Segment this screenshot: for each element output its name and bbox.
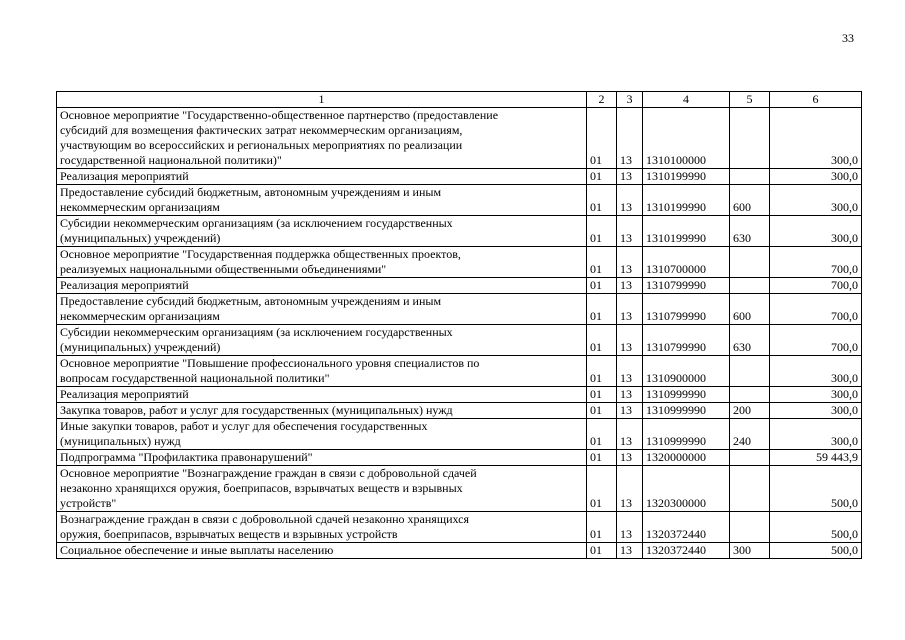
subsection-code-cell: 13 (617, 247, 643, 278)
item-name-line: Вознаграждение граждан в связи с добровольной сдачей незаконно хранящихся (60, 512, 469, 526)
expense-type-code-cell (730, 387, 770, 403)
item-name-line: Предоставление субсидий бюджетным, автономным учреждениям и иным (60, 185, 442, 199)
section-code-cell: 01 (587, 185, 617, 216)
item-name-line: оружия, боеприпасов, взрывчатых веществ и взрывных устройств (60, 527, 398, 541)
item-name-line: Реализация мероприятий (60, 278, 189, 292)
amount-cell: 300,0 (770, 185, 862, 216)
table-row (57, 356, 862, 387)
item-name-line: субсидий для возмещения фактических затрат некоммерческим организациям, (60, 123, 463, 137)
section-code-cell: 01 (587, 356, 617, 387)
item-name-line: незаконно хранящихся оружия, боеприпасов, взрывчатых веществ и взрывных (60, 481, 463, 495)
amount-cell: 700,0 (770, 325, 862, 356)
target-article-code-cell: 1310100000 (643, 108, 730, 169)
subsection-code-cell: 13 (617, 512, 643, 543)
subsection-code-cell: 13 (617, 356, 643, 387)
section-code-cell: 01 (587, 247, 617, 278)
target-article-code-cell: 1310999990 (643, 403, 730, 419)
target-article-code-cell: 1320372440 (643, 543, 730, 559)
expense-type-code-cell: 600 (730, 294, 770, 325)
table-header-row (57, 92, 862, 108)
target-article-code-cell: 1310900000 (643, 356, 730, 387)
expense-type-code-cell (730, 108, 770, 169)
subsection-code-cell: 13 (617, 325, 643, 356)
item-name-line: (муниципальных) нужд (60, 434, 181, 448)
section-code-cell: 01 (587, 419, 617, 450)
header-cell-section: 2 (587, 92, 617, 108)
item-name-cell (57, 185, 587, 216)
target-article-code-cell: 1310700000 (643, 247, 730, 278)
expense-type-code-cell (730, 278, 770, 294)
item-name-line: Основное мероприятие "Государственная поддержка общественных проектов, (60, 247, 461, 261)
header-cell-name: 1 (57, 92, 587, 108)
item-name-cell (57, 216, 587, 247)
table-row (57, 450, 862, 466)
item-name-cell (57, 450, 587, 466)
item-name-cell (57, 466, 587, 512)
table-row (57, 108, 862, 169)
subsection-code-cell: 13 (617, 294, 643, 325)
amount-cell: 700,0 (770, 294, 862, 325)
expense-type-code-cell (730, 450, 770, 466)
table-row (57, 247, 862, 278)
target-article-code-cell: 1310799990 (643, 325, 730, 356)
item-name-cell (57, 325, 587, 356)
table-row (57, 278, 862, 294)
expense-type-code-cell (730, 356, 770, 387)
amount-cell: 300,0 (770, 387, 862, 403)
item-name-cell (57, 512, 587, 543)
item-name-line: вопросам государственной национальной политики" (60, 371, 330, 385)
item-name-line: Реализация мероприятий (60, 169, 189, 183)
item-name-line: Основное мероприятие "Повышение профессионального уровня специалистов по (60, 356, 480, 370)
item-name-line: Иные закупки товаров, работ и услуг для обеспечения государственных (60, 419, 428, 433)
item-name-cell (57, 169, 587, 185)
subsection-code-cell: 13 (617, 543, 643, 559)
target-article-code-cell: 1310999990 (643, 387, 730, 403)
subsection-code-cell: 13 (617, 169, 643, 185)
section-code-cell: 01 (587, 543, 617, 559)
subsection-code-cell: 13 (617, 278, 643, 294)
item-name-cell (57, 356, 587, 387)
expense-type-code-cell (730, 512, 770, 543)
budget-table (56, 91, 862, 559)
target-article-code-cell: 1310199990 (643, 185, 730, 216)
section-code-cell: 01 (587, 387, 617, 403)
section-code-cell: 01 (587, 294, 617, 325)
item-name-line: Основное мероприятие "Государственно-общественное партнерство (предоставление (60, 108, 499, 122)
section-code-cell: 01 (587, 466, 617, 512)
subsection-code-cell: 13 (617, 403, 643, 419)
expense-type-code-cell (730, 169, 770, 185)
expense-type-code-cell: 600 (730, 185, 770, 216)
amount-cell: 700,0 (770, 278, 862, 294)
amount-cell: 300,0 (770, 169, 862, 185)
target-article-code-cell: 1320000000 (643, 450, 730, 466)
subsection-code-cell: 13 (617, 108, 643, 169)
table-row (57, 512, 862, 543)
table-row (57, 403, 862, 419)
expense-type-code-cell (730, 466, 770, 512)
section-code-cell: 01 (587, 450, 617, 466)
item-name-line: Субсидии некоммерческим организациям (за исключением государственных (60, 216, 453, 230)
amount-cell: 300,0 (770, 419, 862, 450)
subsection-code-cell: 13 (617, 450, 643, 466)
item-name-line: устройств" (60, 496, 117, 510)
target-article-code-cell: 1310999990 (643, 419, 730, 450)
item-name-line: некоммерческим организациям (60, 200, 220, 214)
item-name-line: Подпрограмма "Профилактика правонарушений" (60, 450, 313, 464)
table-row (57, 325, 862, 356)
section-code-cell: 01 (587, 403, 617, 419)
section-code-cell: 01 (587, 169, 617, 185)
amount-cell: 300,0 (770, 108, 862, 169)
item-name-line: Закупка товаров, работ и услуг для государственных (муниципальных) нужд (60, 403, 453, 417)
expense-type-code-cell: 630 (730, 325, 770, 356)
section-code-cell: 01 (587, 216, 617, 247)
header-cell-csr: 4 (643, 92, 730, 108)
expense-type-code-cell: 240 (730, 419, 770, 450)
expense-type-code-cell (730, 247, 770, 278)
item-name-line: (муниципальных) учреждений) (60, 340, 221, 354)
item-name-cell (57, 543, 587, 559)
item-name-line: Предоставление субсидий бюджетным, автономным учреждениям и иным (60, 294, 442, 308)
target-article-code-cell: 1310199990 (643, 169, 730, 185)
table-row (57, 169, 862, 185)
section-code-cell: 01 (587, 108, 617, 169)
amount-cell: 300,0 (770, 356, 862, 387)
target-article-code-cell: 1310199990 (643, 216, 730, 247)
item-name-line: участвующим во всероссийских и региональных мероприятиях по реализации (60, 138, 463, 152)
item-name-cell (57, 294, 587, 325)
amount-cell: 700,0 (770, 247, 862, 278)
table-row (57, 419, 862, 450)
target-article-code-cell: 1320372440 (643, 512, 730, 543)
page-number: 33 (842, 31, 854, 45)
table-row (57, 294, 862, 325)
amount-cell: 500,0 (770, 466, 862, 512)
item-name-cell (57, 403, 587, 419)
target-article-code-cell: 1310799990 (643, 278, 730, 294)
item-name-line: реализуемых национальными общественными объединениями" (60, 262, 387, 276)
section-code-cell: 01 (587, 278, 617, 294)
amount-cell: 300,0 (770, 216, 862, 247)
subsection-code-cell: 13 (617, 387, 643, 403)
item-name-line: (муниципальных) учреждений) (60, 231, 221, 245)
expense-type-code-cell: 200 (730, 403, 770, 419)
item-name-cell (57, 278, 587, 294)
header-cell-vr: 5 (730, 92, 770, 108)
header-cell-subsection: 3 (617, 92, 643, 108)
item-name-line: Социальное обеспечение и иные выплаты населению (60, 543, 334, 557)
item-name-cell (57, 387, 587, 403)
subsection-code-cell: 13 (617, 216, 643, 247)
table-row (57, 216, 862, 247)
amount-cell: 500,0 (770, 543, 862, 559)
target-article-code-cell: 1320300000 (643, 466, 730, 512)
item-name-line: некоммерческим организациям (60, 309, 220, 323)
header-cell-sum: 6 (770, 92, 862, 108)
target-article-code-cell: 1310799990 (643, 294, 730, 325)
table-body (57, 92, 862, 559)
item-name-cell (57, 419, 587, 450)
amount-cell: 500,0 (770, 512, 862, 543)
amount-cell: 300,0 (770, 403, 862, 419)
section-code-cell: 01 (587, 512, 617, 543)
subsection-code-cell: 13 (617, 466, 643, 512)
table-row (57, 466, 862, 512)
item-name-line: Основное мероприятие "Вознаграждение граждан в связи с добровольной сдачей (60, 466, 477, 480)
item-name-line: Субсидии некоммерческим организациям (за исключением государственных (60, 325, 453, 339)
table-row (57, 543, 862, 559)
table-row (57, 185, 862, 216)
item-name-line: государственной национальной политики)" (60, 153, 282, 167)
item-name-cell (57, 108, 587, 169)
expense-type-code-cell: 630 (730, 216, 770, 247)
item-name-line: Реализация мероприятий (60, 387, 189, 401)
item-name-cell (57, 247, 587, 278)
amount-cell: 59 443,9 (770, 450, 862, 466)
expense-type-code-cell: 300 (730, 543, 770, 559)
section-code-cell: 01 (587, 325, 617, 356)
subsection-code-cell: 13 (617, 419, 643, 450)
table-row (57, 387, 862, 403)
subsection-code-cell: 13 (617, 185, 643, 216)
